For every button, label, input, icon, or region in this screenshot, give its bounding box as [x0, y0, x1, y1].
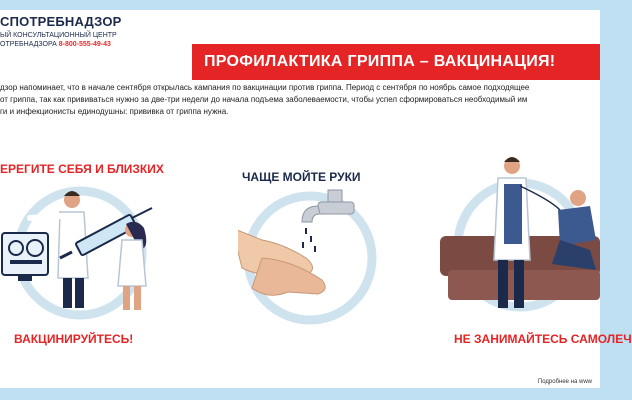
org-subtitle-text: ОТРЕБНАДЗОРА — [0, 41, 57, 48]
intro-line-3: ги и инфекционисты единодушны: прививка от гриппа нужна. — [0, 107, 229, 116]
vaccination-illustration — [0, 178, 170, 318]
title-banner — [192, 44, 600, 80]
right-panel-warning: НЕ ЗАНИМАЙТЕСЬ САМОЛЕЧ — [454, 332, 632, 346]
handwashing-illustration — [222, 188, 392, 328]
left-panel-call-to-action: ВАКЦИНИРУЙТЕСЬ! — [14, 332, 134, 346]
more-info-link[interactable]: Подробнее на www — [537, 379, 592, 385]
left-panel-title: ЕРЕГИТЕ СЕБЯ И БЛИЗКИХ — [0, 162, 164, 176]
hands-figure — [222, 224, 325, 295]
self-treatment-illustration — [440, 150, 600, 320]
hotline-phone: 8-800-555-49-43 — [58, 41, 111, 48]
banner-title: ПРОФИЛАКТИКА ГРИППА – ВАКЦИНАЦИЯ! — [204, 53, 556, 70]
org-subtitle: ЫЙ КОНСУЛЬТАЦИОННЫЙ ЦЕНТР — [0, 32, 117, 39]
org-title: СПОТРЕБНАДЗОР — [0, 14, 122, 29]
intro-line-1: дзор напоминает, что в начале сентября открылась кампания по вакцинации против гриппа. Период с сентября по ноябрь самое подходящее — [0, 83, 530, 92]
intro-paragraph — [0, 82, 600, 118]
middle-panel-title: ЧАЩЕ МОЙТЕ РУКИ — [242, 170, 361, 184]
org-subtitle-line2 — [0, 41, 111, 48]
poster — [0, 10, 632, 388]
intro-line-2: от гриппа, так как прививаться нужно за две-три недели до начала подъема заболеваемости, чтобы успел сформироваться необходимый им — [0, 95, 528, 104]
bottom-strip — [0, 388, 600, 400]
water-drops — [302, 228, 316, 252]
